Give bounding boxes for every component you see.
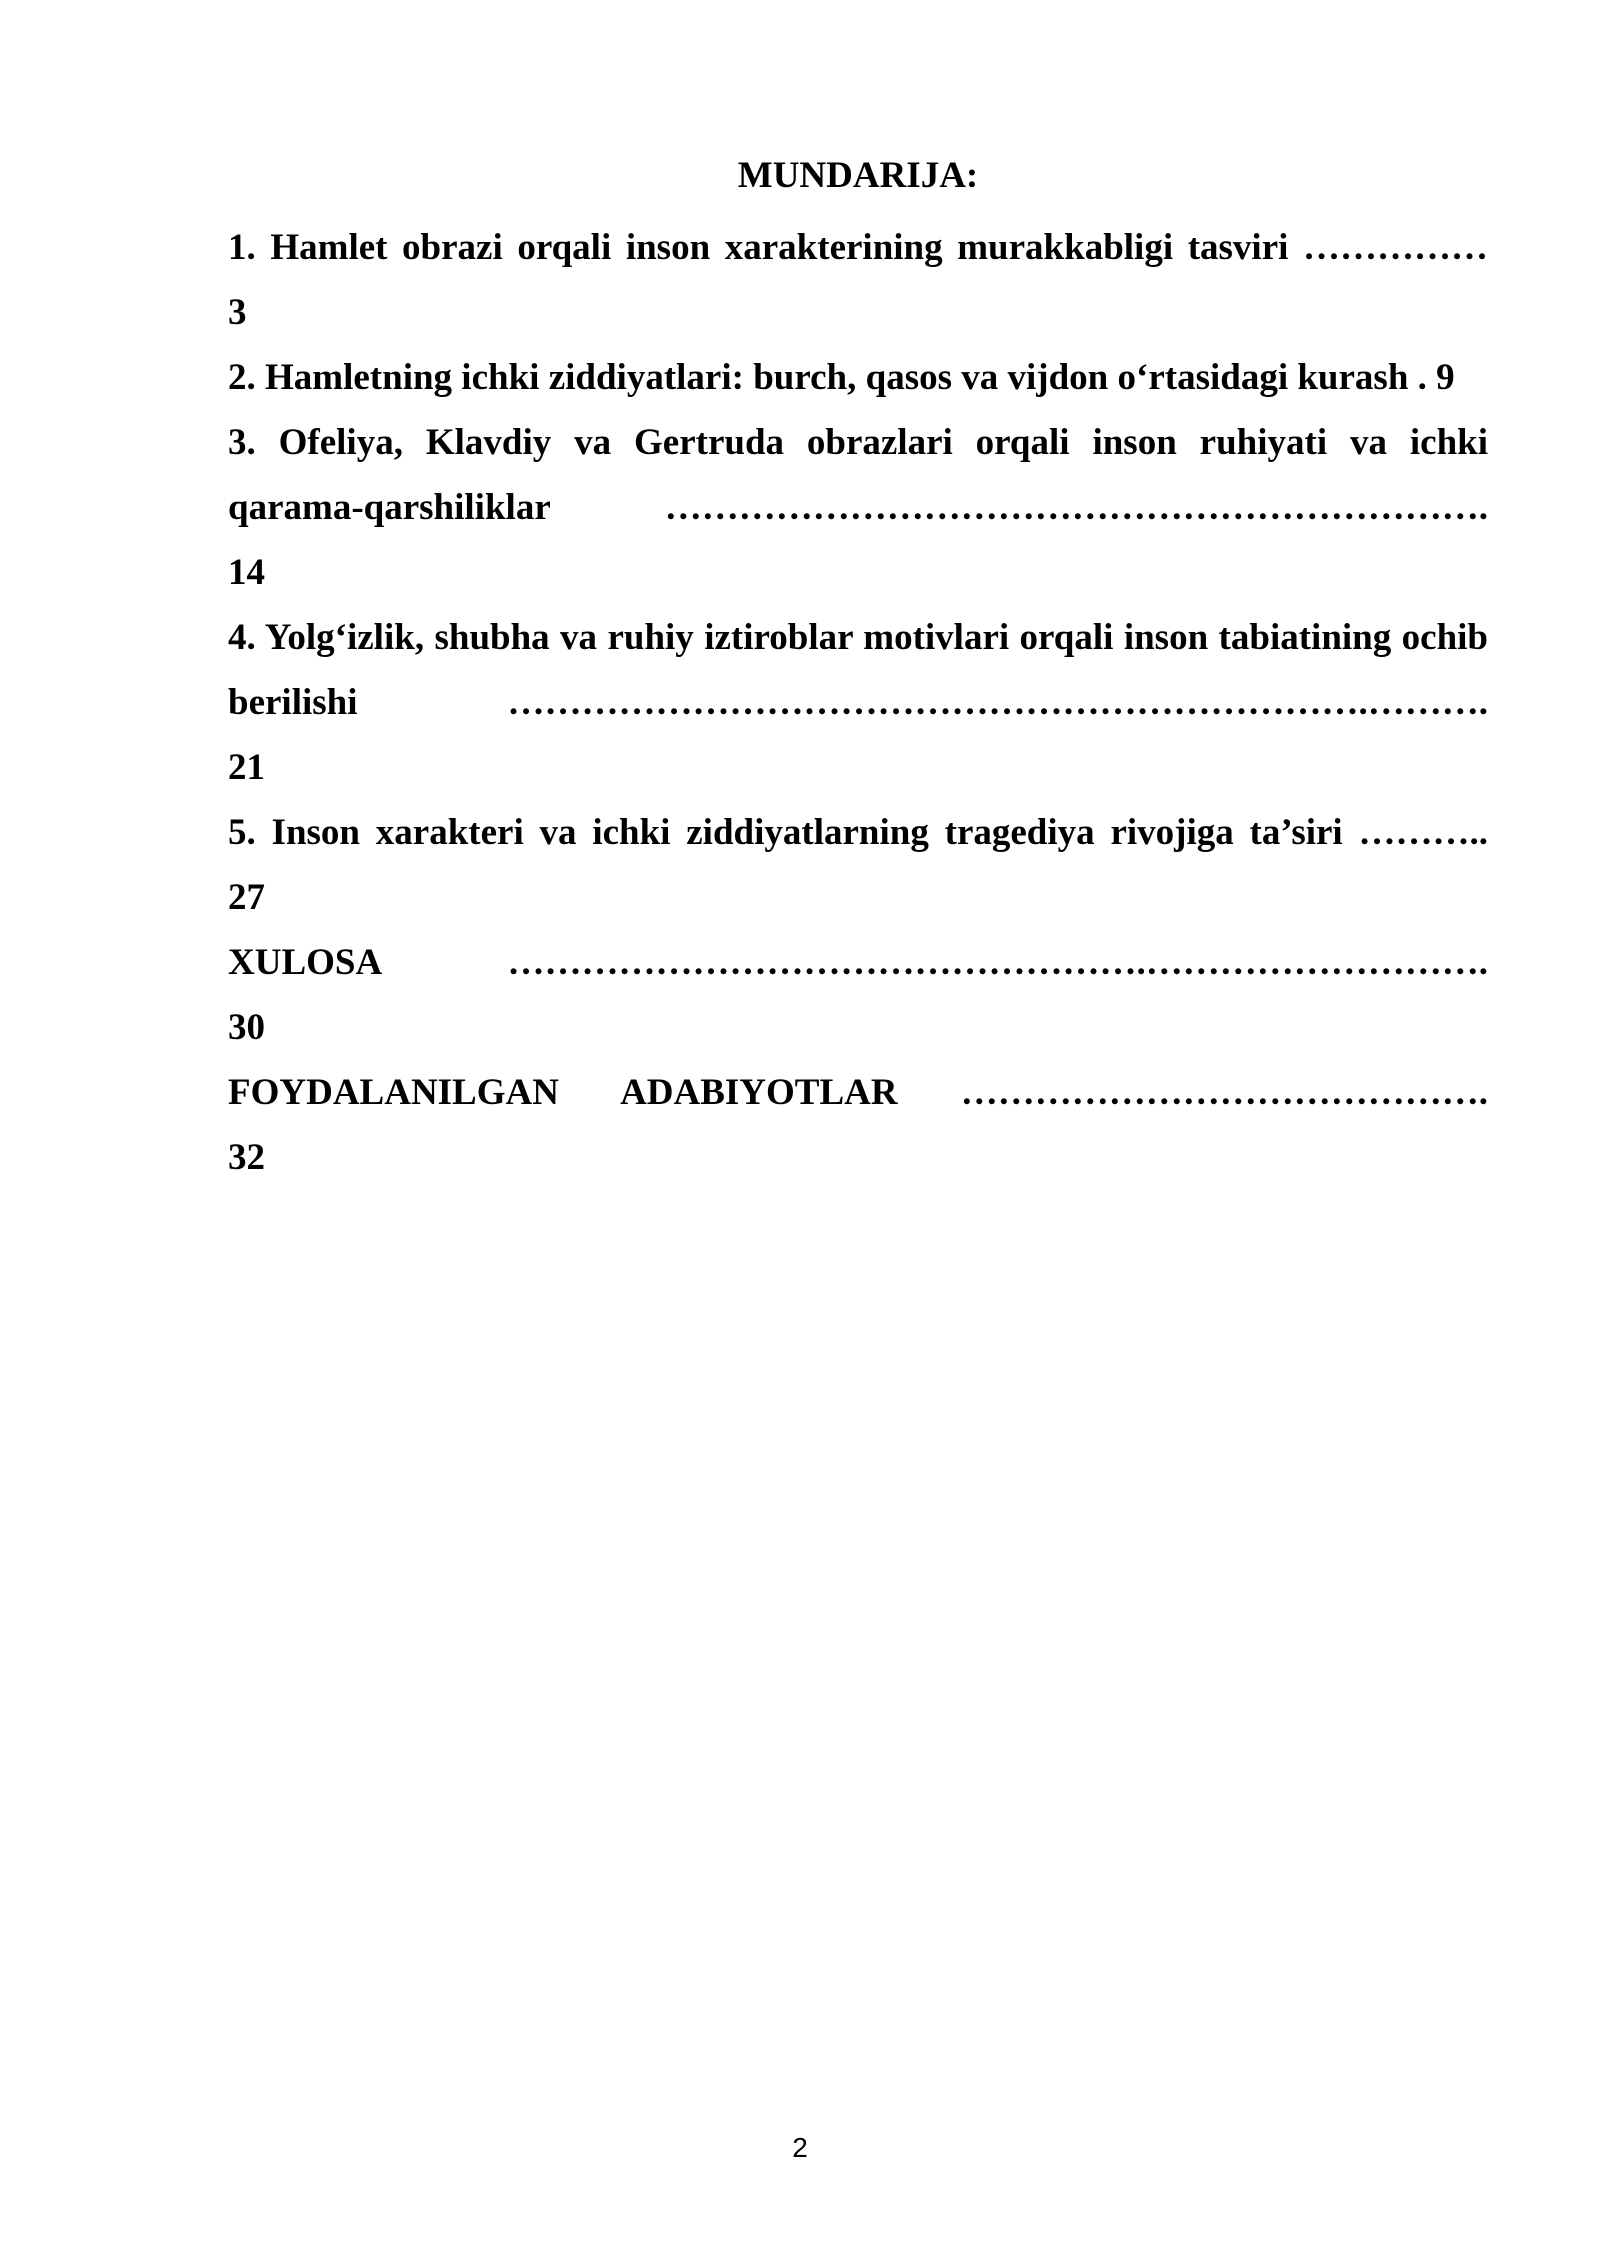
table-of-contents — [228, 150, 1488, 1190]
toc-entry-page: 21 — [228, 747, 265, 788]
toc-entry-bibliography — [228, 1060, 1488, 1190]
toc-entry-text: XULOSA …………………………………………….………………………. — [228, 942, 1488, 983]
toc-entry-text: 4. Yolg‘izlik, shubha va ruhiy iztiroblar motivlari orqali inson tabiatining ochib berilishi …………………………………………………………….………. — [228, 617, 1488, 723]
toc-title: MUNDARIJA: — [737, 155, 979, 196]
toc-entry-text: 3. Ofeliya, Klavdiy va Gertruda obrazlari orqali inson ruhiyati va ichki qarama-qarshiliklar …………………………………………………………. — [228, 422, 1488, 528]
toc-entry-2 — [228, 345, 1488, 410]
toc-entry-text: 1. Hamlet obrazi orqali inson xarakterining murakkabligi tasviri …………… — [228, 227, 1488, 268]
toc-entry-5 — [228, 800, 1488, 930]
toc-entry-text: FOYDALANILGAN ADABIYOTLAR ……………………………………. — [228, 1072, 1488, 1113]
toc-entry-text: 5. Inson xarakteri va ichki ziddiyatlarning tragediya rivojiga ta’siri ……….. — [228, 812, 1488, 853]
toc-entry-page: 32 — [228, 1137, 265, 1178]
toc-entry-page: 30 — [228, 1007, 265, 1048]
toc-entry-conclusion — [228, 930, 1488, 1060]
toc-entry-3 — [228, 410, 1488, 605]
toc-entry-text: 2. Hamletning ichki ziddiyatlari: burch, qasos va vijdon o‘rtasidagi kurash . 9 — [228, 357, 1455, 398]
toc-entry-4 — [228, 605, 1488, 800]
toc-entry-page: 27 — [228, 877, 265, 918]
toc-entry-page: 3 — [228, 292, 247, 333]
toc-entry-1 — [228, 215, 1488, 345]
page-number: 2 — [792, 2132, 808, 2163]
toc-entry-page: 14 — [228, 552, 265, 593]
